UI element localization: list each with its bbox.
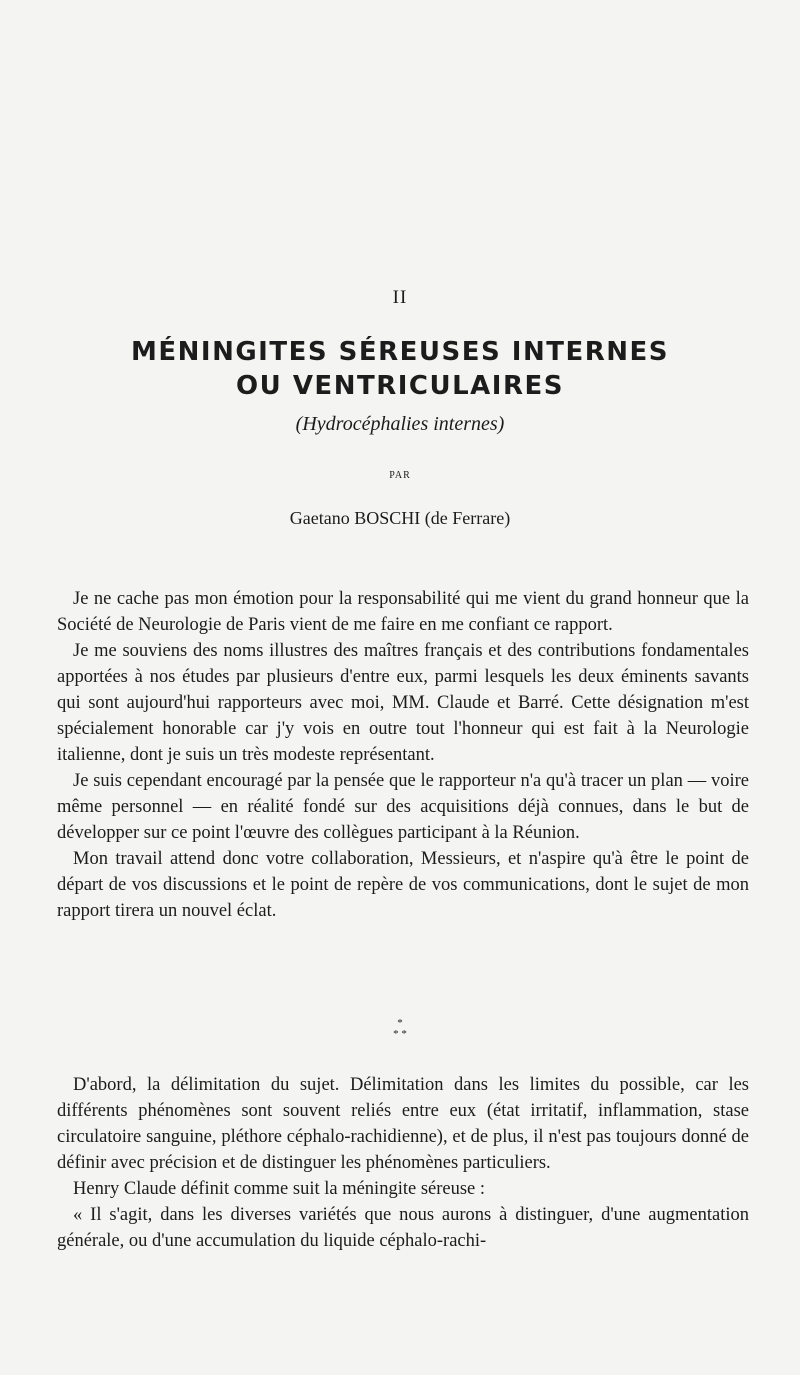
paragraph: Je ne cache pas mon émotion pour la responsabilité qui me vient du grand honneur que la Société de Neurologie de Paris vient de me faire en me confiant ce rapport. xyxy=(57,589,749,635)
paragraph: D'abord, la délimitation du sujet. Délimitation dans les limites du possible, car les différents phénomènes sont souvent reliés entre eux (état irritatif, inflammation, stase circulatoire sanguine, pléthore céphalo-rachidienne), et de plus, il n'est pas toujours donné de définir avec précision et de distinguer les phénomènes particuliers. xyxy=(57,1075,749,1173)
title-line-1: MÉNINGITES SÉREUSES INTERNES xyxy=(131,337,669,367)
body-section-intro xyxy=(57,586,749,924)
paragraph: Je me souviens des noms illustres des maîtres français et des contributions fondamentales apportées à nos études par plusieurs d'entre eux, parmi lesquels les deux éminents savants qui sont aujourd'hui rapporteurs avec moi, MM. Claude et Barré. Cette désignation m'est spécialement honorable car j'y vois en outre tout l'honneur qui est fait à la Neurologie italienne, dont je suis un très modeste représentant. xyxy=(57,641,749,765)
asterism-top: * xyxy=(397,1017,403,1029)
paragraph: Je suis cependant encouragé par la pensée que le rapporteur n'a qu'à tracer un plan — voire même personnel — en réalité fondé sur des acquisitions déjà connues, dans le but de développer sur ce point l'œuvre des collègues participant à la Réunion. xyxy=(57,771,749,843)
by-label: PAR xyxy=(389,470,411,481)
subtitle: (Hydrocéphalies internes) xyxy=(295,413,505,435)
section-asterism xyxy=(0,1018,800,1040)
body-section-definition xyxy=(57,1072,749,1254)
paragraph: Mon travail attend donc votre collaboration, Messieurs, et n'aspire qu'à être le point de départ de vos discussions et le point de repère de vos communications, dont le sujet de mon rapport tirera un nouvel éclat. xyxy=(57,849,749,921)
chapter-number: II xyxy=(392,287,408,308)
paragraph: Henry Claude définit comme suit la méningite séreuse : xyxy=(73,1179,486,1199)
paragraph: « Il s'agit, dans les diverses variétés que nous aurons à distinguer, d'une augmentation générale, ou d'une accumulation du liquide céphalo-rachi- xyxy=(57,1205,749,1251)
asterism-bottom: * * xyxy=(393,1028,407,1040)
title-line-2: OU VENTRICULAIRES xyxy=(236,371,564,401)
author-line: Gaetano BOSCHI (de Ferrare) xyxy=(289,508,511,528)
